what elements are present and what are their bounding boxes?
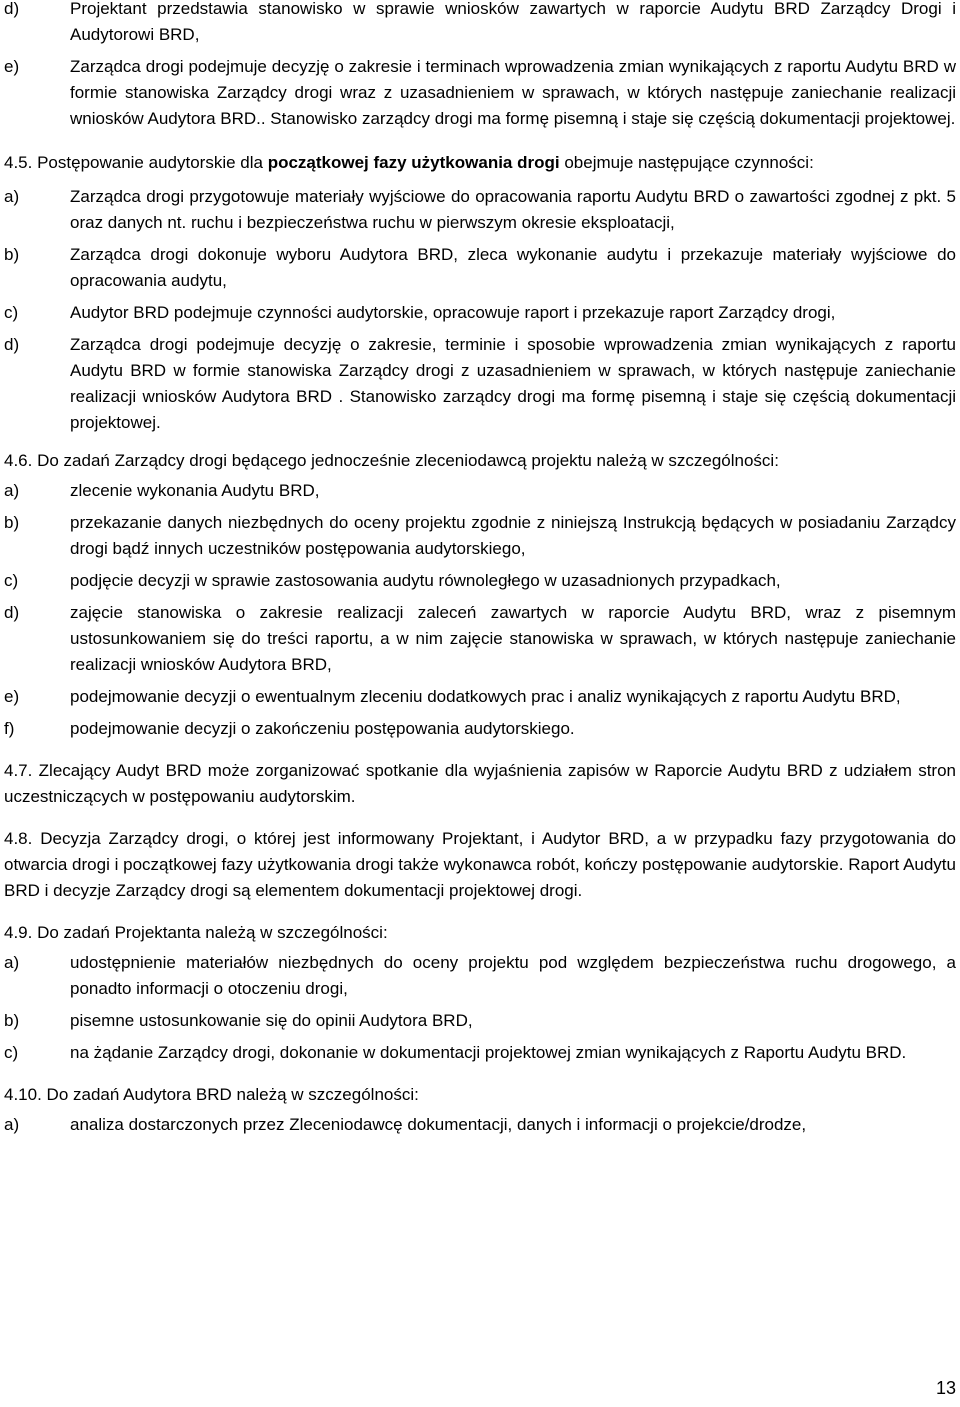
section-text-pre: Postępowanie audytorskie dla (37, 153, 263, 172)
item-label: b) (4, 513, 20, 532)
item-label: d) (4, 603, 20, 622)
item-text: podjęcie decyzji w sprawie zastosowania audytu równoległego w uzasadnionych przypadkach, (70, 571, 781, 590)
item-text: Zarządca drogi podejmuje decyzję o zakresie, terminie i sposobie wprowadzenia zmian wynikających z raportu Audytu BRD w formie stanowiska Zarządcy drogi z uzasadnieniem w sprawach, w których następuje zaniechanie realizacji wniosków Audytora BRD . Stanowisko zarządcy drogi ma formę pisemną i staje się częścią dokumentacji projektowej. (70, 335, 956, 432)
list-item (4, 950, 956, 1002)
list-item (4, 300, 956, 326)
list-item (4, 1008, 956, 1034)
item-text: zajęcie stanowiska o zakresie realizacji zaleceń zawartych w raporcie Audytu BRD, wraz z pisemnym ustosunkowaniem się do treści raportu, a w nim zajęcie stanowiska w sprawach, w których następuje zaniechanie realizacji wniosków Audytora BRD, (70, 603, 956, 674)
item-text: Zarządca drogi dokonuje wyboru Audytora BRD, zleca wykonanie audytu i przekazuje materiały wyjściowe do opracowania audytu, (70, 245, 956, 290)
item-text: Zarządca drogi podejmuje decyzję o zakresie i terminach wprowadzenia zmian wynikających z raportu Audytu BRD w formie stanowiska Zarządcy drogi wraz z uzasadnieniem w sprawach, w których następuje zaniechanie realizacji wniosków Audytora BRD.. Stanowisko zarządcy drogi ma formę pisemną i staje się częścią dokumentacji projektowej. (70, 57, 956, 128)
section-text: Do zadań Zarządcy drogi będącego jednocześnie zleceniodawcą projektu należą w szczególności: (37, 451, 779, 470)
section-number: 4.10. (4, 1085, 42, 1104)
section-number: 4.5. (4, 153, 33, 172)
section-text: Zlecający Audyt BRD może zorganizować spotkanie dla wyjaśnienia zapisów w Raporcie Audytu BRD z udziałem stron uczestniczących w postępowaniu audytorskim. (4, 761, 956, 806)
item-label: f) (4, 719, 15, 738)
item-label: d) (4, 0, 20, 18)
item-label: b) (4, 1011, 20, 1030)
document-page (4, 0, 956, 1138)
section-text-bold: początkowej fazy użytkowania drogi (267, 153, 560, 172)
list-item (4, 1040, 956, 1066)
page-number: 13 (935, 1378, 956, 1398)
list-item (4, 478, 956, 504)
section-number: 4.9. (4, 923, 33, 942)
list-item (4, 0, 956, 48)
item-label: d) (4, 335, 20, 354)
item-text: podejmowanie decyzji o zakończeniu postępowania audytorskiego. (70, 719, 575, 738)
list-item (4, 1112, 956, 1138)
section-4-6 (4, 448, 956, 474)
section-text: Do zadań Audytora BRD należą w szczególności: (46, 1085, 419, 1104)
list-item (4, 242, 956, 294)
section-4-6-list (4, 478, 956, 742)
section-4-10 (4, 1082, 956, 1108)
item-text: podejmowanie decyzji o ewentualnym zleceniu dodatkowych prac i analiz wynikających z raportu Audytu BRD, (70, 687, 901, 706)
item-label: a) (4, 1115, 20, 1134)
section-number: 4.6. (4, 451, 33, 470)
item-label: a) (4, 187, 20, 206)
section-number: 4.8. (4, 829, 33, 848)
section-text-post: obejmuje następujące czynności: (564, 153, 814, 172)
list-item (4, 568, 956, 594)
item-text: Audytor BRD podejmuje czynności audytorskie, opracowuje raport i przekazuje raport Zarządcy drogi, (70, 303, 836, 322)
item-label: c) (4, 1043, 19, 1062)
item-text: udostępnienie materiałów niezbędnych do oceny projektu pod względem bezpieczeństwa ruchu drogowego, a ponadto informacji o otoczeniu drogi, (70, 953, 956, 998)
list-item (4, 600, 956, 678)
section-4-5 (4, 150, 956, 176)
item-label: c) (4, 303, 19, 322)
section-4-5-list (4, 184, 956, 436)
list-item (4, 184, 956, 236)
item-label: b) (4, 245, 20, 264)
item-text: pisemne ustosunkowanie się do opinii Audytora BRD, (70, 1011, 473, 1030)
item-label: e) (4, 687, 20, 706)
item-label: a) (4, 481, 20, 500)
item-text: na żądanie Zarządcy drogi, dokonanie w dokumentacji projektowej zmian wynikających z Raportu Audytu BRD. (70, 1043, 907, 1062)
item-label: c) (4, 571, 19, 590)
top-list (4, 0, 956, 132)
list-item (4, 716, 956, 742)
item-text: Zarządca drogi przygotowuje materiały wyjściowe do opracowania raportu Audytu BRD o zawartości zgodnej z pkt. 5 oraz danych nt. ruchu i bezpieczeństwa ruchu w pierwszym okresie eksploatacji, (70, 187, 956, 232)
item-text: analiza dostarczonych przez Zleceniodawcę dokumentacji, danych i informacji o projekcie/drodze, (70, 1115, 807, 1134)
section-4-10-list (4, 1112, 956, 1138)
section-4-9 (4, 920, 956, 946)
section-4-8 (4, 826, 956, 904)
item-label: a) (4, 953, 20, 972)
item-text: Projektant przedstawia stanowisko w sprawie wniosków zawartych w raporcie Audytu BRD Zarządcy Drogi i Audytorowi BRD, (70, 0, 956, 44)
item-label: e) (4, 57, 20, 76)
section-text: Do zadań Projektanta należą w szczególności: (37, 923, 388, 942)
section-number: 4.7. (4, 761, 33, 780)
section-text: Decyzja Zarządcy drogi, o której jest informowany Projektant, i Audytor BRD, a w przypadku fazy przygotowania do otwarcia drogi i początkowej fazy użytkowania drogi także wykonawca robót, kończy postępowanie audytorskie. Raport Audytu BRD i decyzje Zarządcy drogi są elementem dokumentacji projektowej drogi. (4, 829, 956, 900)
list-item (4, 510, 956, 562)
section-4-7 (4, 758, 956, 810)
item-text: zlecenie wykonania Audytu BRD, (70, 481, 320, 500)
item-text: przekazanie danych niezbędnych do oceny projektu zgodnie z niniejszą Instrukcją będących w posiadaniu Zarządcy drogi bądź innych uczestników postępowania audytorskiego, (70, 513, 956, 558)
section-4-9-list (4, 950, 956, 1066)
list-item (4, 54, 956, 132)
list-item (4, 332, 956, 436)
list-item (4, 684, 956, 710)
